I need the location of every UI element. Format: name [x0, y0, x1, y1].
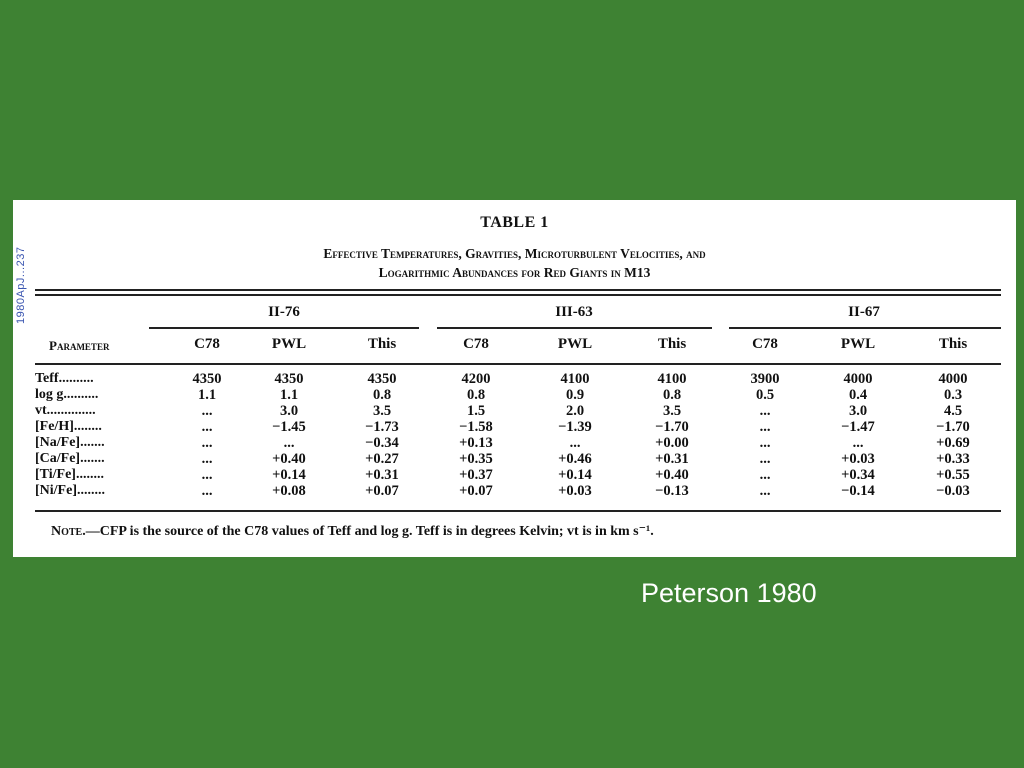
table-cell: ...	[759, 467, 771, 483]
table-cell: 4100	[657, 371, 687, 387]
table-cell: ...	[759, 403, 771, 419]
column-header: PWL	[557, 336, 593, 352]
table-cell: −1.70	[655, 419, 689, 435]
table-cell: −0.03	[936, 483, 970, 499]
group-header: III-63	[555, 304, 593, 320]
group-rule-2	[437, 327, 712, 329]
table-cell: 0.8	[466, 387, 486, 403]
table-cell: 4350	[367, 371, 397, 387]
table-cell: 4000	[843, 371, 873, 387]
table-cell: −0.13	[655, 483, 689, 499]
table-cell: 0.3	[943, 387, 963, 403]
table-cell: +0.37	[459, 467, 493, 483]
table-cell: 2.0	[565, 403, 585, 419]
table-cell: +0.69	[936, 435, 970, 451]
table-cell: 4100	[560, 371, 590, 387]
column-header: PWL	[840, 336, 876, 352]
table-note	[51, 523, 654, 540]
table-cell: −1.45	[272, 419, 306, 435]
table-cell: +0.14	[272, 467, 306, 483]
table-cell: ...	[201, 419, 213, 435]
table-cell: 1.1	[197, 387, 217, 403]
top-rule-2	[35, 294, 1001, 296]
table-scan	[13, 200, 1016, 557]
table-cell: +0.33	[936, 451, 970, 467]
table-cell: ...	[283, 435, 295, 451]
table-cell: 4350	[192, 371, 222, 387]
table-cell: 1.5	[466, 403, 486, 419]
table-cell: +0.35	[459, 451, 493, 467]
row-label: log g..........	[35, 387, 99, 402]
table-cell: ...	[201, 483, 213, 499]
table-cell: 4000	[938, 371, 968, 387]
group-header: II-76	[268, 304, 300, 320]
table-cell: +0.03	[558, 483, 592, 499]
table-cell: ...	[759, 451, 771, 467]
table-cell: +0.40	[272, 451, 306, 467]
table-cell: 0.8	[372, 387, 392, 403]
row-label: [Ti/Fe]........	[35, 467, 104, 482]
table-cell: 3.5	[372, 403, 392, 419]
table-cell: 3.0	[848, 403, 868, 419]
slide-caption: Peterson 1980	[641, 578, 817, 608]
column-header: C78	[194, 336, 220, 352]
table-cell: ...	[201, 467, 213, 483]
table-title-line2: Logarithmic Abundances for Red Giants in M13	[378, 265, 651, 280]
row-label: [Ca/Fe].......	[35, 451, 105, 466]
table-cell: −1.73	[365, 419, 399, 435]
table-cell: 0.8	[662, 387, 682, 403]
table-cell: 0.9	[565, 387, 585, 403]
table-cell: ...	[201, 451, 213, 467]
note-text: —CFP is the source of the C78 values of Teff and log g. Teff is in degrees Kelvin; vt is in km s⁻¹.	[85, 524, 654, 539]
table-cell: +0.03	[841, 451, 875, 467]
table-cell: −0.14	[841, 483, 875, 499]
table-cell: +0.07	[459, 483, 493, 499]
row-label: vt..............	[35, 403, 96, 418]
top-rule	[35, 289, 1001, 291]
table-cell: +0.31	[365, 467, 399, 483]
table-cell: ...	[759, 435, 771, 451]
table-cell: −1.39	[558, 419, 592, 435]
table-cell: +0.00	[655, 435, 689, 451]
table-label: TABLE 1	[480, 214, 549, 231]
row-label: [Ni/Fe]........	[35, 483, 105, 498]
table-title-line1: Effective Temperatures, Gravities, Microturbulent Velocities, and	[323, 246, 706, 261]
group-rule-3	[729, 327, 1001, 329]
table-cell: 0.4	[848, 387, 868, 403]
table-cell: +0.14	[558, 467, 592, 483]
table-cell: 4.5	[943, 403, 963, 419]
note-prefix: Note.	[51, 524, 86, 539]
table-cell: +0.34	[841, 467, 875, 483]
column-header: PWL	[271, 336, 307, 352]
table-cell: +0.13	[459, 435, 493, 451]
row-label: [Fe/H]........	[35, 419, 102, 434]
table-cell: −0.34	[365, 435, 399, 451]
table-cell: ...	[569, 435, 581, 451]
table-cell: 3.5	[662, 403, 682, 419]
group-rule-1	[149, 327, 419, 329]
table-cell: 4350	[274, 371, 304, 387]
parameter-header: Parameter	[49, 338, 110, 353]
column-header: This	[657, 336, 687, 352]
row-label: Teff..........	[35, 371, 94, 386]
column-header: This	[938, 336, 968, 352]
header-rule	[35, 363, 1001, 365]
table-cell: ...	[201, 435, 213, 451]
column-header: C78	[752, 336, 778, 352]
table-cell: +0.31	[655, 451, 689, 467]
table-cell: 0.5	[755, 387, 775, 403]
table-cell: ...	[759, 419, 771, 435]
margin-stamp: 1980ApJ...237	[15, 246, 27, 324]
table-title	[13, 244, 1016, 282]
table-cell: +0.08	[272, 483, 306, 499]
group-header: II-67	[848, 304, 880, 320]
table-cell: ...	[852, 435, 864, 451]
table-cell: +0.46	[558, 451, 592, 467]
table-cell: 4200	[461, 371, 491, 387]
table-cell: −1.47	[841, 419, 875, 435]
table-cell: ...	[759, 483, 771, 499]
table-cell: +0.55	[936, 467, 970, 483]
table-cell: 3.0	[279, 403, 299, 419]
row-label: [Na/Fe].......	[35, 435, 105, 450]
table-cell: +0.07	[365, 483, 399, 499]
table-cell: ...	[201, 403, 213, 419]
table-cell: −1.70	[936, 419, 970, 435]
column-header: This	[367, 336, 397, 352]
table-cell: −1.58	[459, 419, 493, 435]
column-header: C78	[463, 336, 489, 352]
table-cell: 1.1	[279, 387, 299, 403]
table-cell: +0.40	[655, 467, 689, 483]
bottom-rule	[35, 510, 1001, 512]
table-cell: +0.27	[365, 451, 399, 467]
table-cell: 3900	[750, 371, 780, 387]
